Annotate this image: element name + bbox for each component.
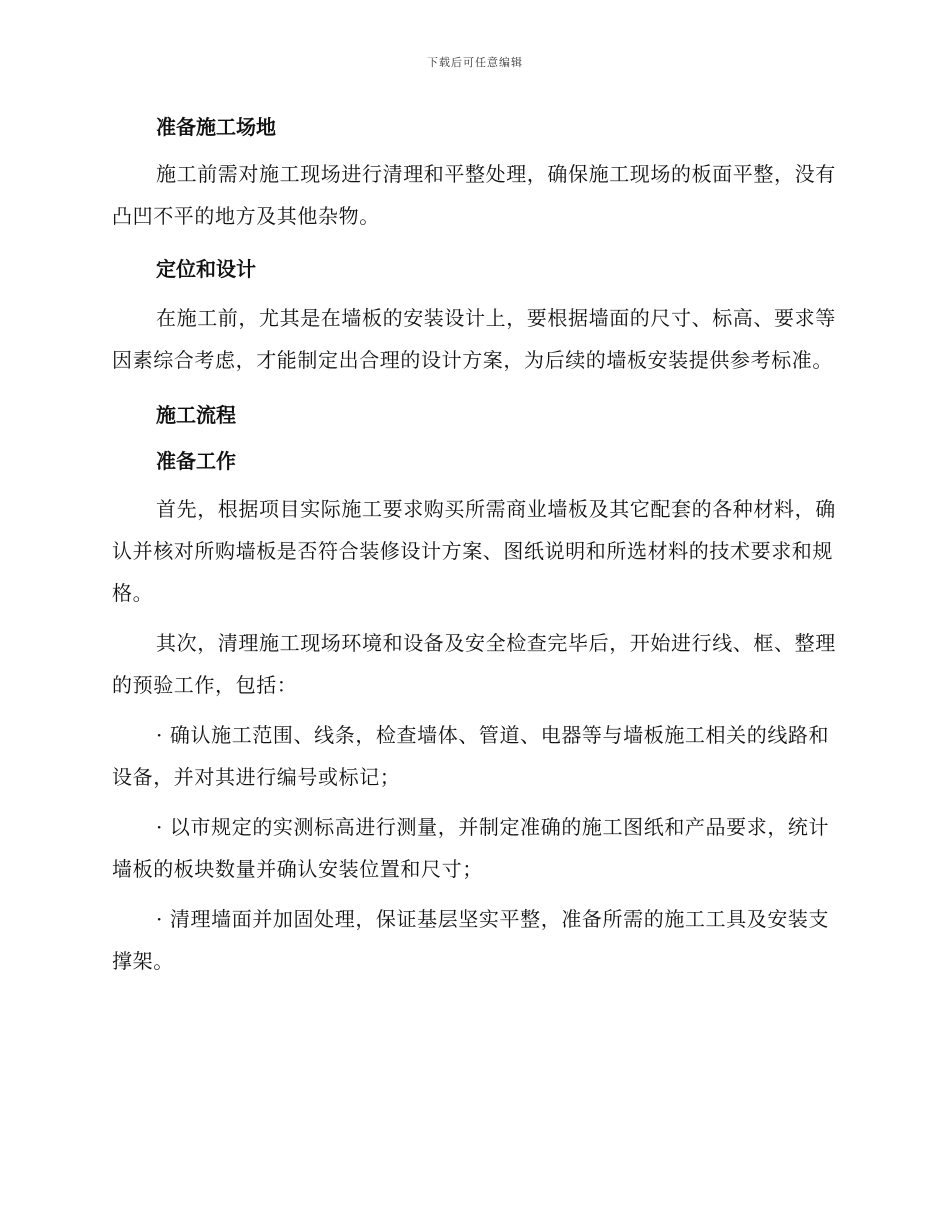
document-body — [112, 112, 837, 982]
section-heading-preparation-work: 准备工作 — [156, 449, 236, 473]
paragraph-second-step: 其次，清理施工现场环境和设备及安全检查完毕后，开始进行线、框、整理的预验工作，包括： — [112, 631, 836, 697]
list-item-clean-wall: · 清理墙面并加固处理，保证基层坚实平整，准备所需的施工工具及安装支撑架。 — [112, 907, 830, 973]
section-heading-site-preparation: 准备施工场地 — [156, 115, 276, 139]
list-item-measurement: · 以市规定的实测标高进行测量，并制定准确的施工图纸和产品要求，统计墙板的板块数量并确认安装位置和尺寸； — [112, 815, 830, 881]
section-heading-positioning-design: 定位和设计 — [156, 257, 256, 281]
section-heading-construction-process: 施工流程 — [156, 403, 236, 427]
paragraph-first-step: 首先，根据项目实际施工要求购买所需商业墙板及其它配套的各种材料，确认并核对所购墙板是否符合装修设计方案、图纸说明和所选材料的技术要求和规格。 — [112, 497, 836, 605]
paragraph-site-preparation: 施工前需对施工现场进行清理和平整处理，确保施工现场的板面平整，没有凸凹不平的地方及其他杂物。 — [112, 162, 836, 228]
header-note: 下载后可任意编辑 — [427, 56, 523, 69]
paragraph-positioning-design: 在施工前，尤其是在墙板的安装设计上，要根据墙面的尺寸、标高、要求等因素综合考虑，才能制定出合理的设计方案，为后续的墙板安装提供参考标准。 — [112, 306, 836, 372]
list-item-confirm-scope: · 确认施工范围、线条，检查墙体、管道、电器等与墙板施工相关的线路和设备，并对其进行编号或标记； — [112, 723, 830, 789]
